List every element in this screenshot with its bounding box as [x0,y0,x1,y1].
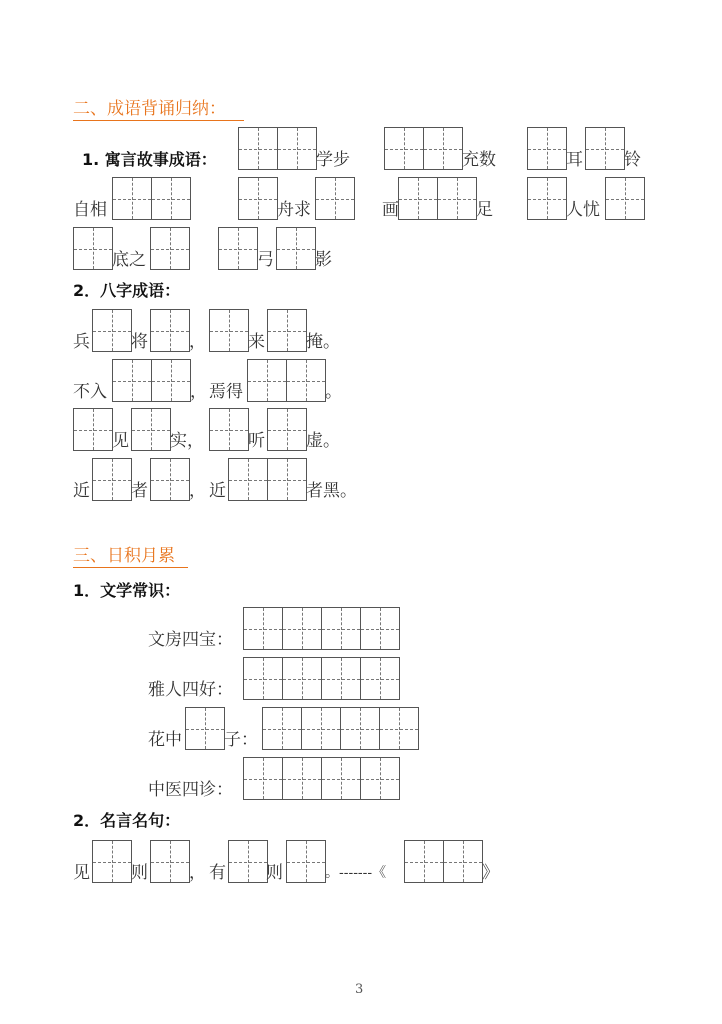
idiom-text: 自相 [73,200,107,220]
tianzige-cell[interactable] [437,177,477,220]
answer-box[interactable] [150,227,190,269]
tianzige-cell[interactable] [282,657,322,700]
tianzige-cell[interactable] [92,840,132,883]
tianzige-cell[interactable] [286,840,326,883]
prompt-text: 中医四诊： [148,780,233,800]
prompt-text: 子： [224,730,258,750]
tianzige-cell[interactable] [209,309,249,352]
tianzige-cell[interactable] [527,177,567,220]
prompt-text: 雅人四好： [148,680,233,700]
tianzige-cell[interactable] [585,127,625,170]
answer-box[interactable] [209,408,249,450]
idiom-text: 听 [248,431,265,451]
answer-box[interactable] [238,177,278,219]
idiom-text: 掩。 [306,332,340,352]
answer-box[interactable] [218,227,258,269]
section-heading: 三、日积月累 [73,546,188,568]
idiom-text: 足 [476,200,493,220]
tianzige-cell[interactable] [151,177,191,220]
subsection-label: 1. 寓言故事成语： [82,150,217,169]
idiom-text: 。 [325,382,342,402]
tianzige-cell[interactable] [321,757,361,800]
tianzige-cell[interactable] [238,127,278,170]
idiom-text: 铃 [624,150,641,170]
tianzige-cell[interactable] [92,458,132,501]
idiom-text: 不入 [73,382,107,402]
idiom-text: 弓 [257,250,274,270]
tianzige-cell[interactable] [112,177,152,220]
idiom-text: 兵 [73,332,90,352]
answer-box[interactable] [398,177,477,219]
quote-text: 则 [266,863,283,883]
tianzige-cell[interactable] [321,657,361,700]
idiom-text: ， [189,332,206,352]
quote-text: ， [189,863,206,883]
answer-box[interactable] [384,127,463,169]
subsection-label: 2．名言名句： [73,811,181,830]
tianzige-cell[interactable] [423,127,463,170]
tianzige-cell[interactable] [315,177,355,220]
tianzige-cell[interactable] [243,757,283,800]
tianzige-cell[interactable] [267,408,307,451]
section-heading: 二、成语背诵归纳： [73,99,244,121]
answer-box[interactable] [150,840,190,882]
idiom-text: 影 [315,250,332,270]
tianzige-cell[interactable] [379,707,419,750]
answer-box[interactable] [315,177,355,219]
answer-box[interactable] [73,408,113,450]
tianzige-cell[interactable] [404,840,444,883]
answer-box[interactable] [150,458,190,500]
idiom-text: 者黑。 [306,481,357,501]
subsection-label: 2．八字成语： [73,281,181,300]
answer-box[interactable] [243,607,400,649]
answer-box[interactable] [150,309,190,351]
tianzige-cell[interactable] [262,707,302,750]
answer-box[interactable] [276,227,316,269]
answer-box[interactable] [112,177,191,219]
tianzige-cell[interactable] [286,359,326,402]
tianzige-cell[interactable] [112,359,152,402]
tianzige-cell[interactable] [282,607,322,650]
tianzige-cell[interactable] [185,707,225,750]
answer-box[interactable] [247,359,326,401]
quote-text: 有 [209,863,226,883]
idiom-text: 见 [112,431,129,451]
answer-box[interactable] [185,707,225,749]
tianzige-cell[interactable] [301,707,341,750]
tianzige-cell[interactable] [605,177,645,220]
tianzige-cell[interactable] [150,309,190,352]
idiom-text: 近 [209,481,226,501]
tianzige-cell[interactable] [398,177,438,220]
tianzige-cell[interactable] [150,458,190,501]
tianzige-cell[interactable] [276,227,316,270]
answer-box[interactable] [605,177,645,219]
idiom-text: 学步 [316,150,350,170]
tianzige-cell[interactable] [384,127,424,170]
idiom-text: 焉得 [209,382,243,402]
quote-text: 。-------《 [325,865,387,881]
tianzige-cell[interactable] [247,359,287,402]
idiom-text: 虚。 [306,431,340,451]
idiom-text: ， [190,382,207,402]
idiom-text: 来 [248,332,265,352]
answer-box[interactable] [92,309,132,351]
tianzige-cell[interactable] [360,607,400,650]
tianzige-cell[interactable] [150,840,190,883]
answer-box[interactable] [267,408,307,450]
answer-box[interactable] [527,127,567,169]
tianzige-cell[interactable] [360,757,400,800]
idiom-text: 实， [170,431,204,451]
answer-box[interactable] [267,309,307,351]
answer-box[interactable] [527,177,567,219]
answer-box[interactable] [404,840,483,882]
tianzige-cell[interactable] [360,657,400,700]
answer-box[interactable] [286,840,326,882]
quote-text: 见 [73,863,90,883]
tianzige-cell[interactable] [73,408,113,451]
idiom-text: 画 [382,200,399,220]
tianzige-cell[interactable] [443,840,483,883]
answer-box[interactable] [92,458,132,500]
idiom-text: 将 [131,332,148,352]
answer-box[interactable] [228,840,268,882]
idiom-text: ， [189,481,206,501]
tianzige-cell[interactable] [243,657,283,700]
answer-box[interactable] [585,127,625,169]
prompt-text: 文房四宝： [148,630,233,650]
tianzige-cell[interactable] [228,840,268,883]
quote-text: 》 [482,863,499,883]
tianzige-cell[interactable] [150,227,190,270]
idiom-text: 舟求 [277,200,311,220]
tianzige-cell[interactable] [151,359,191,402]
answer-box[interactable] [228,458,307,500]
tianzige-cell[interactable] [267,458,307,501]
quote-text: 则 [131,863,148,883]
answer-box[interactable] [243,657,400,699]
idiom-text: 充数 [462,150,496,170]
tianzige-cell[interactable] [340,707,380,750]
answer-box[interactable] [243,757,400,799]
tianzige-cell[interactable] [92,309,132,352]
answer-box[interactable] [209,309,249,351]
idiom-text: 人忧 [566,200,600,220]
tianzige-cell[interactable] [209,408,249,451]
answer-box[interactable] [131,408,171,450]
tianzige-cell[interactable] [321,607,361,650]
tianzige-cell[interactable] [243,607,283,650]
answer-box[interactable] [262,707,419,749]
idiom-text: 耳 [566,150,583,170]
idiom-text: 近 [73,481,90,501]
tianzige-cell[interactable] [277,127,317,170]
tianzige-cell[interactable] [267,309,307,352]
answer-box[interactable] [112,359,191,401]
subsection-label: 1．文学常识： [73,581,181,600]
answer-box[interactable] [238,127,317,169]
tianzige-cell[interactable] [238,177,278,220]
page-number: 3 [355,982,364,997]
tianzige-cell[interactable] [228,458,268,501]
answer-box[interactable] [92,840,132,882]
idiom-text: 底之 [112,250,146,270]
idiom-text: 者 [131,481,148,501]
tianzige-cell[interactable] [218,227,258,270]
prompt-text: 花中 [148,730,182,750]
tianzige-cell[interactable] [282,757,322,800]
tianzige-cell[interactable] [73,227,113,270]
answer-box[interactable] [73,227,113,269]
tianzige-cell[interactable] [527,127,567,170]
tianzige-cell[interactable] [131,408,171,451]
